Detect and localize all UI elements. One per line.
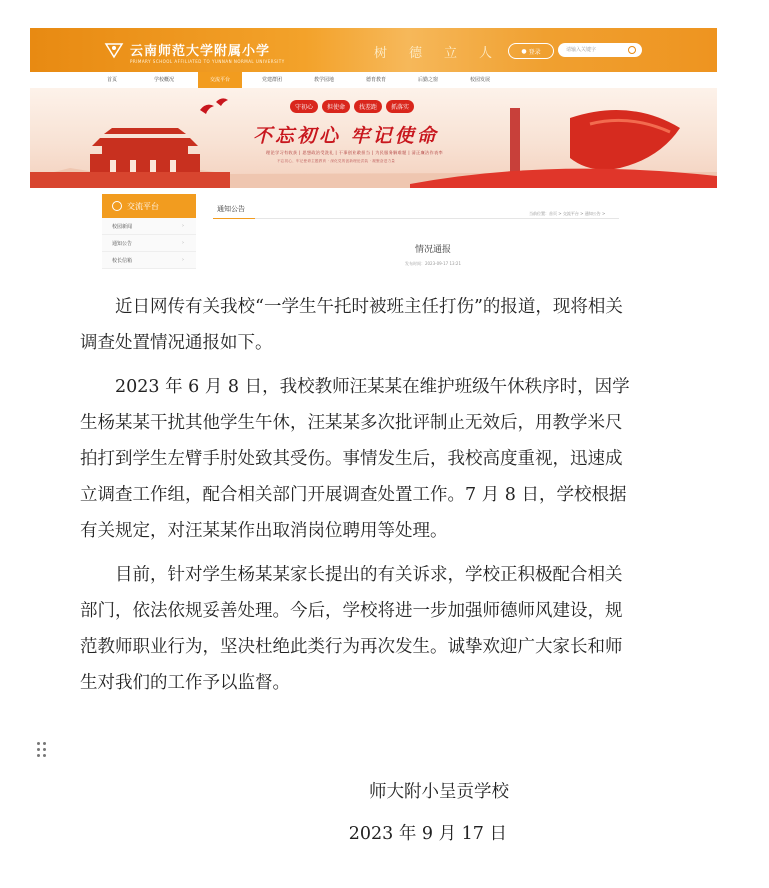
chevron-right-icon: › <box>182 223 184 229</box>
nav-item-teaching[interactable]: 教学园地 <box>313 77 334 83</box>
banner-caption: 不忘初心、牢记使命主题教育 · 深化党的创新理论武装 · 凝聚奋进力量 <box>277 159 396 163</box>
banner-pill: 守初心 <box>290 100 318 113</box>
banner-pill: 抓落实 <box>386 100 414 113</box>
sidebar-title: 交流平台 <box>127 201 159 211</box>
motto-char: 德 <box>408 45 426 61</box>
nav-item-exchange[interactable]: 交流平台 <box>198 72 242 88</box>
banner-pill: 找差距 <box>354 100 382 113</box>
signature <box>0 778 555 803</box>
drag-handle-icon[interactable] <box>37 742 47 758</box>
search-icon[interactable] <box>628 46 636 54</box>
user-icon: ● <box>521 47 527 55</box>
active-tab-underline <box>213 218 255 219</box>
breadcrumb: 当前位置：首页 > 交流平台 > 通知公告 > <box>529 211 606 216</box>
article-paragraph: 2023 年 6 月 8 日，我校教师汪某某在维护班级午休秩序时，因学生杨某某干扰其他学生午休，汪某某多次批评制止无效后，用教学米尺拍打到学生左臂手肘处致其受伤。事情发生后，我校高度重视，迅速成立调查工作组，配合相关部门开展调查处置工作。7 月 8 日，学校根据有关规定，对汪某某作出取消岗位聘用等处理。 <box>80 377 630 541</box>
tab-notices[interactable]: 通知公告 <box>217 205 245 213</box>
login-button[interactable] <box>508 43 554 59</box>
school-website-screenshot <box>30 28 717 290</box>
sidebar-item-label: 通知公告 <box>112 240 133 247</box>
school-motto <box>365 38 505 64</box>
sidebar-item-label: 校园新闻 <box>112 223 133 230</box>
banner-title: 不忘初心 牢记使命 <box>253 125 439 147</box>
banner-pill-row <box>290 100 414 113</box>
nav-item-development[interactable]: 校园发展 <box>469 77 490 83</box>
divider <box>213 218 619 219</box>
school-signature: 师大附小呈贡学校 <box>369 782 509 802</box>
exchange-icon <box>112 201 122 211</box>
motto-char: 人 <box>478 45 496 61</box>
sidebar <box>102 194 196 269</box>
signature-date-text: 2023 年 9 月 17 日 <box>348 824 507 844</box>
tiananmen-icon <box>30 128 230 188</box>
chevron-right-icon: › <box>182 257 184 263</box>
article-body <box>80 289 635 701</box>
school-logo-icon <box>104 40 124 60</box>
article-title: 情况通报 <box>414 245 451 255</box>
article-paragraph: 近日网传有关我校“一学生午托时被班主任打伤”的报道，现将相关调查处置情况通报如下。 <box>80 297 623 353</box>
school-name[interactable]: 云南师范大学附属小学 <box>130 44 271 59</box>
search-input[interactable] <box>558 43 642 57</box>
chevron-right-icon: › <box>182 240 184 246</box>
motto-char: 立 <box>443 45 461 61</box>
banner <box>30 88 717 188</box>
nav-item-moral[interactable]: 德育教育 <box>365 77 386 83</box>
sidebar-item-mailbox[interactable] <box>102 252 196 269</box>
sidebar-item-label: 校长信箱 <box>112 257 133 264</box>
signature-date <box>0 820 555 845</box>
banner-pill: 担使命 <box>322 100 350 113</box>
article-paragraph: 目前，针对学生杨某某家长提出的有关诉求，学校正积极配合相关部门，依法依规妥善处理。今后，学校将进一步加强师德师风建设，规范教师职业行为，坚决杜绝此类行为再次发生。诚挚欢迎广大家长和师生对我们的工作予以监督。 <box>80 565 623 693</box>
sidebar-item-news[interactable] <box>102 218 196 235</box>
school-name-en: PRIMARY SCHOOL AFFILIATED TO YUNNAN NORMAL UNIVERSITY <box>130 59 285 64</box>
nav-item-home[interactable]: 首页 <box>106 77 117 83</box>
banner-subtitle: 理论学习有收获 | 思想政治受洗礼 | 干事创业敢担当 | 为民服务解难题 | 清正廉洁作表率 <box>266 150 443 155</box>
nav-item-overview[interactable]: 学校概况 <box>153 77 174 83</box>
search-placeholder: 请输入关键字 <box>566 47 597 53</box>
main-nav <box>30 72 717 88</box>
site-header <box>30 28 717 72</box>
sidebar-item-notices[interactable] <box>102 235 196 252</box>
motto-char: 树 <box>373 45 391 61</box>
nav-item-logistics[interactable]: 后勤之窗 <box>417 77 438 83</box>
sidebar-header <box>102 194 196 218</box>
nav-item-party[interactable]: 党建群团 <box>261 77 282 83</box>
login-label: 登录 <box>528 48 541 56</box>
article-meta: 发布时间：2023-09-17 13:21 <box>404 261 462 266</box>
